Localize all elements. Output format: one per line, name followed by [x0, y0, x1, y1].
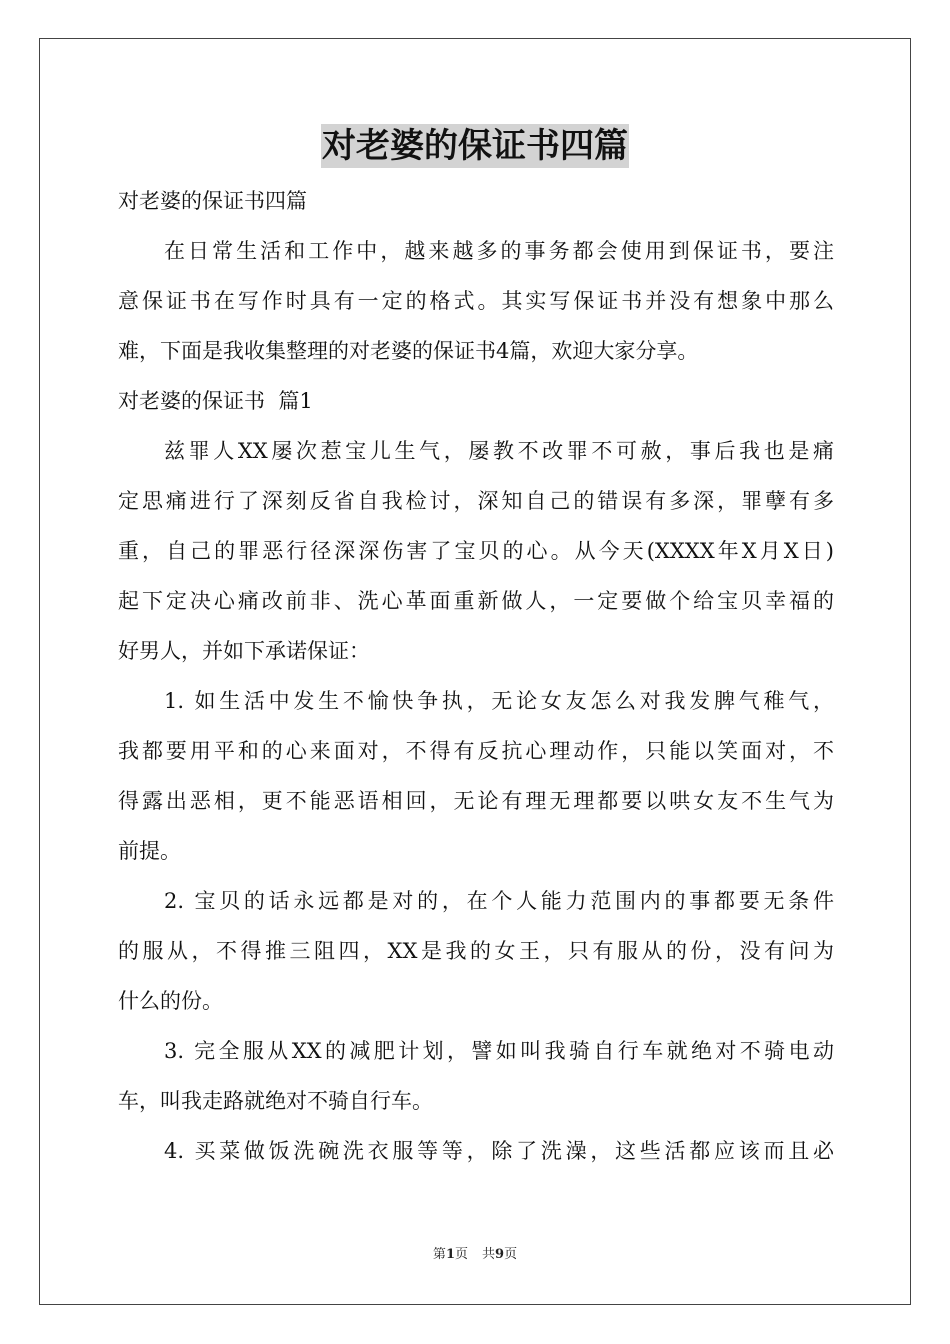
list-item-line: 3. 完全服从XX的减肥计划，譬如叫我骑自行车就绝对不骑电动 [164, 1039, 834, 1063]
total-prefix: 共 [482, 1247, 496, 1262]
paragraph-line: 重，自己的罪恶行径深深伤害了宝贝的心。从今天(XXXX年X月X日) [118, 539, 834, 563]
list-item-line: 我都要用平和的心来面对，不得有反抗心理动作，只能以笑面对，不 [118, 739, 834, 763]
current-page-number: 1 [445, 1247, 455, 1262]
document-body [118, 176, 834, 1176]
paragraph-line: 意保证书在写作时具有一定的格式。其实写保证书并没有想象中那么 [118, 289, 834, 313]
list-item-line: 车，叫我走路就绝对不骑自行车。 [118, 1089, 433, 1113]
total-page-number: 9 [495, 1247, 505, 1262]
list-item-line: 的服从，不得推三阻四，XX是我的女王，只有服从的份，没有问为 [118, 939, 834, 963]
section-heading: 对老婆的保证书 篇1 [118, 389, 313, 413]
list-item-line: 4. 买菜做饭洗碗洗衣服等等，除了洗澡，这些活都应该而且必 [164, 1139, 834, 1163]
paragraph-line: 定思痛进行了深刻反省自我检讨，深知自己的错误有多深，罪孽有多 [118, 489, 834, 513]
list-item-line: 得露出恶相，更不能恶语相回，无论有理无理都要以哄女友不生气为 [118, 789, 834, 813]
list-item-line: 1. 如生活中发生不愉快争执，无论女友怎么对我发脾气稚气， [164, 689, 834, 713]
document-title: 对老婆的保证书四篇 [322, 126, 628, 166]
paragraph-line: 难，下面是我收集整理的对老婆的保证书4篇，欢迎大家分享。 [118, 339, 699, 363]
list-item-line: 2. 宝贝的话永远都是对的，在个人能力范围内的事都要无条件 [164, 889, 834, 913]
paragraph-line: 好男人，并如下承诺保证： [118, 639, 370, 663]
list-item-line: 前提。 [118, 839, 181, 863]
subtitle-line: 对老婆的保证书四篇 [118, 189, 307, 213]
paragraph-line: 兹罪人XX屡次惹宝儿生气，屡教不改罪不可赦，事后我也是痛 [164, 439, 834, 463]
page-label: 页 [454, 1247, 468, 1262]
page-footer [0, 1246, 950, 1264]
paragraph-line: 在日常生活和工作中，越来越多的事务都会使用到保证书，要注 [164, 239, 834, 263]
page-prefix: 第 [432, 1247, 446, 1262]
list-item-line: 什么的份。 [118, 989, 223, 1013]
title-container [0, 124, 950, 168]
total-label: 页 [504, 1247, 518, 1262]
paragraph-line: 起下定决心痛改前非、洗心革面重新做人，一定要做个给宝贝幸福的 [118, 589, 834, 613]
